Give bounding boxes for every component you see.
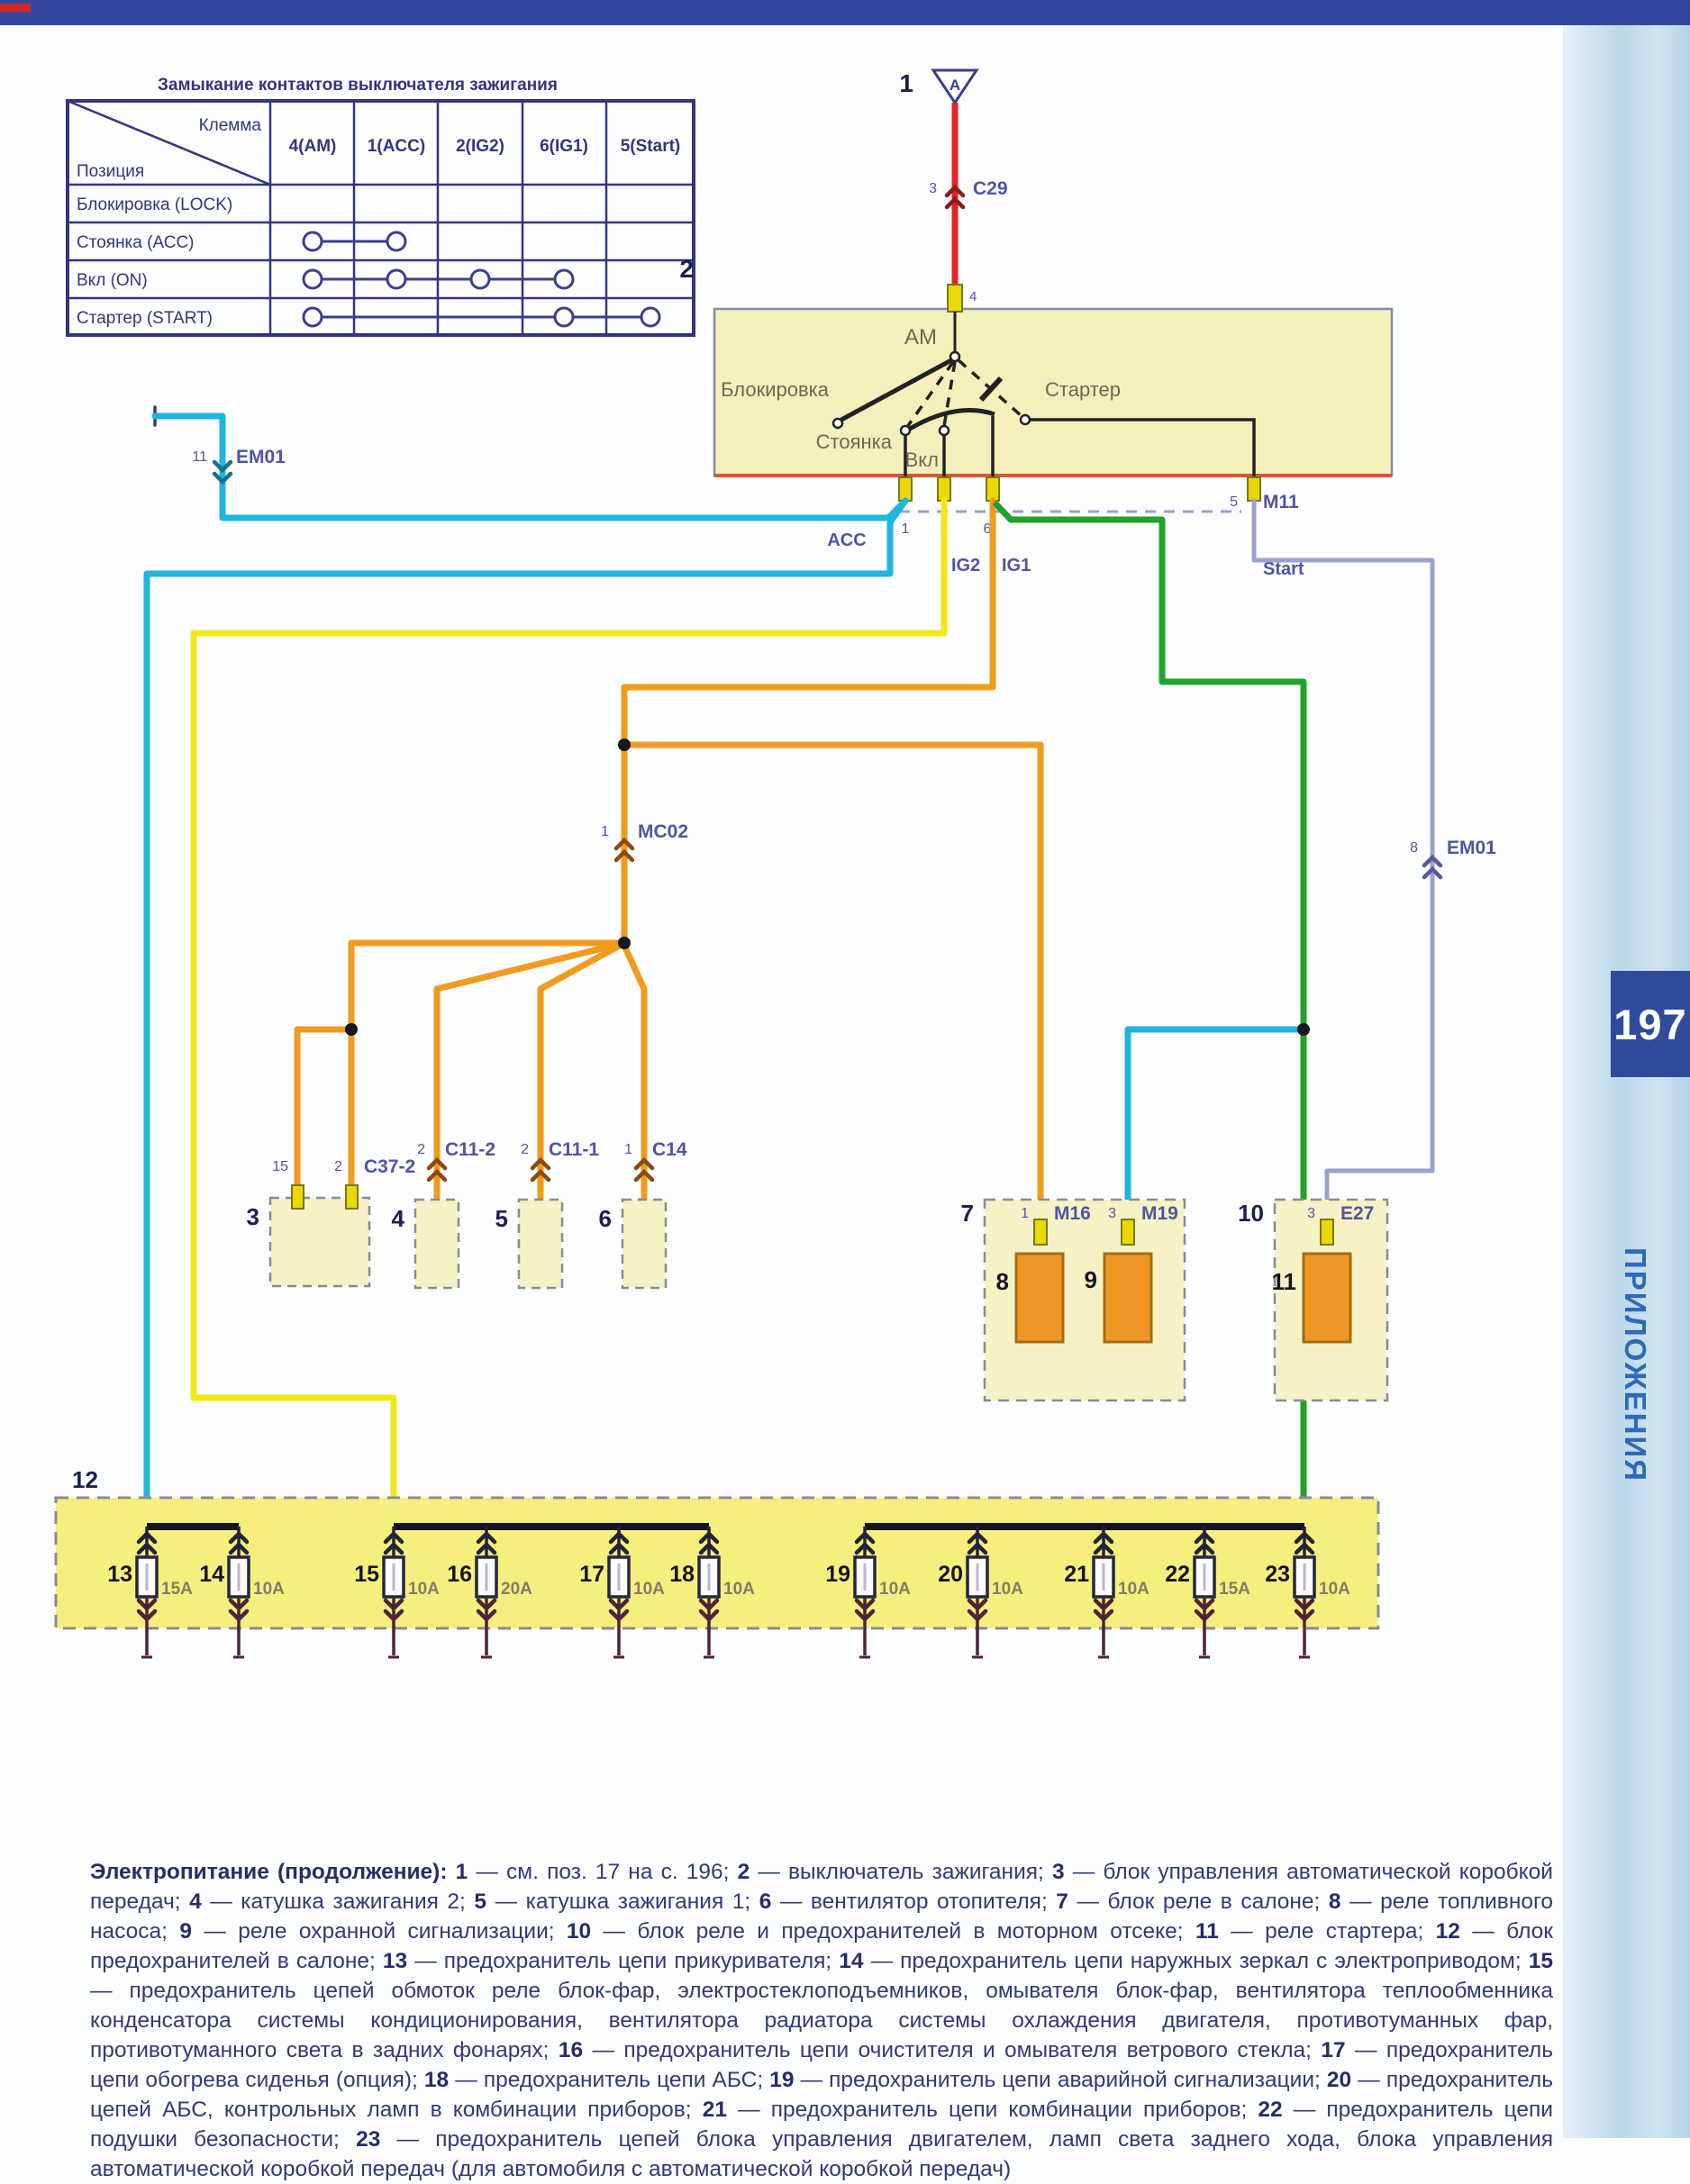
relay-9 bbox=[1104, 1254, 1151, 1342]
switch-bottom-pins bbox=[899, 477, 1260, 501]
fuse-number: 23 bbox=[1265, 1562, 1290, 1587]
item10-number: 10 bbox=[1238, 1200, 1264, 1227]
ig2-wire-label: IG2 bbox=[951, 556, 981, 575]
col-acc: 1(ACC) bbox=[367, 137, 426, 156]
row-lock: Блокировка (LOCK) bbox=[77, 195, 233, 214]
component-4-box bbox=[415, 1200, 459, 1288]
battery-feed bbox=[899, 69, 1007, 297]
wires bbox=[147, 407, 1432, 1527]
on-pos-label: Вкл bbox=[904, 449, 939, 471]
ignition-contact-table bbox=[68, 76, 694, 335]
pin2-number: 2 bbox=[940, 521, 949, 537]
table-border bbox=[68, 101, 694, 335]
item7-number: 7 bbox=[960, 1200, 974, 1227]
fuse-rating: 10A bbox=[1319, 1580, 1350, 1599]
item3-number: 3 bbox=[246, 1203, 259, 1230]
fuse-rating: 20A bbox=[501, 1580, 532, 1599]
item9-number: 9 bbox=[1084, 1266, 1097, 1293]
em01-right-pin: 8 bbox=[1410, 840, 1418, 856]
c11-2-connector: C11-2 bbox=[445, 1139, 496, 1160]
fuse-number: 18 bbox=[669, 1562, 695, 1587]
fuse-number: 16 bbox=[447, 1562, 472, 1587]
c29-connector: C29 bbox=[973, 178, 1008, 199]
page-number: 197 bbox=[1611, 971, 1690, 1077]
start-pos-label: Стартер bbox=[1045, 378, 1122, 401]
e27-connector: E27 bbox=[1340, 1203, 1375, 1224]
component-5-coil1 bbox=[495, 1139, 600, 1288]
em01-left-name: EM01 bbox=[236, 447, 286, 467]
ig1-wire-label: IG1 bbox=[1002, 556, 1031, 575]
item12-number: 12 bbox=[72, 1466, 98, 1493]
item4-number: 4 bbox=[391, 1205, 404, 1232]
fuse-rating: 10A bbox=[992, 1580, 1023, 1599]
c29-pin: 3 bbox=[929, 181, 937, 196]
component-6-blower bbox=[599, 1139, 687, 1288]
fuse-rating: 10A bbox=[253, 1580, 285, 1599]
m16-connector: M16 bbox=[1054, 1203, 1091, 1224]
fuse-rating: 15A bbox=[161, 1580, 193, 1599]
relay-11 bbox=[1304, 1254, 1350, 1342]
item11-number: 11 bbox=[1271, 1268, 1296, 1295]
mc02-name: MC02 bbox=[638, 821, 689, 842]
item5-number: 5 bbox=[495, 1205, 508, 1232]
am-label: AM bbox=[904, 325, 937, 349]
pin-am-number: 4 bbox=[969, 289, 977, 304]
em01-left-pin: 11 bbox=[192, 449, 207, 465]
fuse-number: 14 bbox=[199, 1562, 224, 1587]
fuse-number: 21 bbox=[1064, 1562, 1089, 1587]
c11-1-connector: C11-1 bbox=[549, 1139, 600, 1160]
pin1-number: 1 bbox=[901, 521, 910, 537]
component-7-relay-block bbox=[961, 1200, 1185, 1400]
table-corner-terminal: Клемма bbox=[198, 116, 261, 135]
item6-number: 6 bbox=[598, 1205, 612, 1232]
ignition-switch bbox=[679, 255, 1392, 579]
component-3-tcu bbox=[247, 1156, 416, 1286]
c37-pin2: 2 bbox=[334, 1159, 342, 1174]
m19-connector: M19 bbox=[1141, 1203, 1178, 1224]
fuse-number: 15 bbox=[354, 1562, 379, 1587]
fuse-rating: 10A bbox=[633, 1580, 665, 1599]
m11-connector: M11 bbox=[1263, 492, 1299, 512]
component-3-box bbox=[270, 1198, 369, 1286]
c11-2-pin: 2 bbox=[417, 1142, 425, 1157]
mc02-pin: 1 bbox=[601, 824, 609, 839]
fuse-rating: 10A bbox=[723, 1580, 755, 1599]
item8-number: 8 bbox=[995, 1268, 1009, 1295]
start-wire bbox=[1254, 501, 1432, 1221]
fuse-number: 17 bbox=[579, 1562, 604, 1587]
col-am: 4(AM) bbox=[288, 137, 337, 156]
ig1-wire-main bbox=[624, 501, 993, 943]
acc-wire-label: ACC bbox=[827, 530, 867, 550]
triangle-letter: A bbox=[949, 77, 961, 94]
relay-8 bbox=[1016, 1254, 1063, 1342]
c37-connector: C37-2 bbox=[364, 1156, 416, 1177]
acc-pos-label: Стоянка bbox=[815, 430, 892, 453]
item1-number: 1 bbox=[899, 69, 913, 97]
c14-connector: C14 bbox=[652, 1139, 687, 1160]
col-ig2: 2(IG2) bbox=[456, 137, 504, 156]
table-row-labels bbox=[77, 195, 232, 328]
fuse-number: 20 bbox=[938, 1562, 963, 1587]
row-acc: Стоянка (АСС) bbox=[77, 233, 195, 252]
lock-label: Блокировка bbox=[721, 378, 829, 401]
junction-dots bbox=[345, 739, 1310, 1036]
ig1-branch-c37-pin15 bbox=[297, 1029, 351, 1187]
table-title: Замыкание контактов выключателя зажигания bbox=[158, 76, 558, 95]
start-wire-label: Start bbox=[1263, 559, 1304, 579]
pin6-number: 6 bbox=[983, 521, 992, 537]
component-6-box bbox=[622, 1200, 666, 1288]
ig1-branch-c11-1 bbox=[541, 943, 624, 1200]
m16-pin: 1 bbox=[1021, 1206, 1029, 1221]
em01-right-name: EM01 bbox=[1447, 838, 1496, 858]
ig1-branch-c11-2 bbox=[437, 943, 624, 1200]
acc-wire-to-fusebox bbox=[147, 501, 905, 1527]
c14-pin: 1 bbox=[624, 1142, 632, 1157]
col-start: 5(Start) bbox=[620, 137, 681, 156]
table-corner-position: Позиция bbox=[77, 162, 145, 181]
pin5-number: 5 bbox=[1230, 494, 1238, 510]
ig2-wire bbox=[194, 501, 944, 1527]
m19-pin: 3 bbox=[1108, 1206, 1116, 1221]
row-start: Стартер (START) bbox=[77, 309, 214, 328]
fuse-box bbox=[56, 1466, 1378, 1628]
col-ig1: 6(IG1) bbox=[540, 137, 588, 156]
pin-am bbox=[948, 285, 962, 312]
figure-caption: Электропитание (продолжение): 1 — см. поз. 17 на с. 196; 2 — выключатель зажигания; 3 — блок управления автоматической коробкой передач; 4 — катушка зажигания 2; 5 — катушка зажигания 1; 6 — вентилятор отопителя; 7 — блок реле в салоне; 8 — реле топливного насоса; 9 — реле охранной сигнализации; 10 — блок реле и предохранителей в моторном отсеке; 11 — реле стартера; 12 — блок предохранителей в салоне; 13 — предохранитель цепи прикуривателя; 14 — предохранитель цепи наружных зеркал с электроприводом; 15 — предохранитель цепей обмоток реле блок-фар, электростеклоподъемников, омывателя блок-фар, вентилятора теплообменника конденсатора системы кондиционирования, вентилятора радиатора системы охлаждения двигателя, противотуманных фар, противотуманного света в задних фонарях; 16 — предохранитель цепи очистителя и омывателя ветрового стекла; 17 — предохранитель цепи обогрева сиденья (опция); 18 — предохранитель цепи АБС; 19 — предохранитель цепи аварийной сигнализации; 20 — предохранитель цепей АБС, контрольных ламп в комбинации приборов; 21 — предохранитель цепи комбинации приборов; 22 — предохранитель цепи подушки безопасности; 23 — предохранитель цепей блока управления двигателем, ламп света заднего хода, блока управления автоматической коробкой передач (для автомобиля с автоматической коробкой передач) bbox=[90, 1860, 1553, 2181]
table-grid bbox=[68, 101, 694, 335]
table-column-headers bbox=[289, 137, 681, 156]
fuse-rating: 10A bbox=[879, 1580, 911, 1599]
fuse-number: 19 bbox=[825, 1562, 850, 1587]
c37-pin15: 15 bbox=[272, 1159, 288, 1174]
fuse-rating: 10A bbox=[1118, 1580, 1149, 1599]
item2-number: 2 bbox=[679, 255, 694, 283]
fuse-number: 13 bbox=[107, 1562, 132, 1587]
component-7-box bbox=[985, 1200, 1185, 1400]
c11-1-pin: 2 bbox=[521, 1142, 529, 1157]
fuse-rating: 15A bbox=[1219, 1580, 1250, 1599]
component-5-box bbox=[519, 1200, 562, 1288]
component-10-relay-block bbox=[1238, 1200, 1387, 1400]
fuse-rating: 10A bbox=[408, 1580, 440, 1599]
acc-branch-m19 bbox=[1128, 1029, 1304, 1221]
fuse-number: 22 bbox=[1165, 1562, 1190, 1587]
row-on: Вкл (ON) bbox=[77, 271, 148, 290]
e27-pin: 3 bbox=[1307, 1206, 1315, 1221]
